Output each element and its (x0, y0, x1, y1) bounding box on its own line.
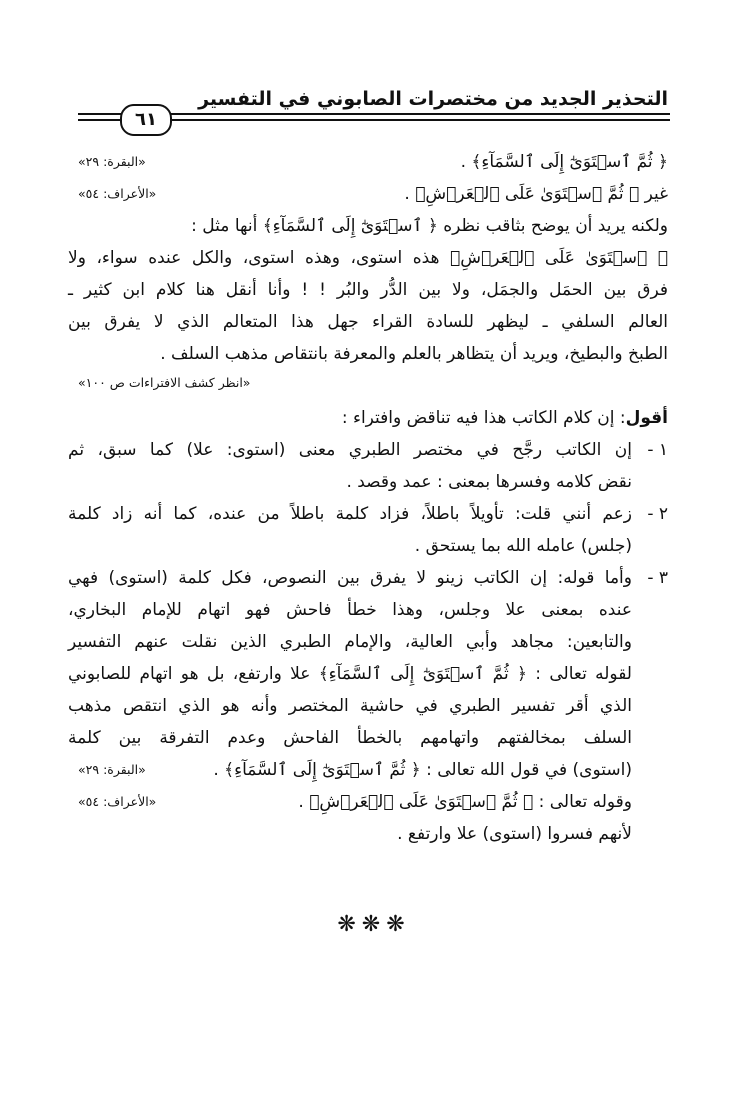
text-line: ﴿ ثُمَّ ٱسۡتَوَىٰٓ إِلَى ٱلسَّمَآءِ﴾ . (460, 152, 668, 172)
text-line: نقض كلامه وفسرها بمعنى : عمد وقصد . (346, 472, 632, 492)
text-line: غير ﴿ ثُمَّ ٱسۡتَوَىٰ عَلَى ٱلۡعَرۡشِ﴾ . (404, 184, 668, 204)
text-line: لأنهم فسروا (استوى) علا وارتفع . (397, 824, 632, 844)
intro-label: أقول (625, 408, 668, 428)
intro-text: : إن كلام الكاتب هذا فيه تناقض وافتراء : (341, 408, 626, 428)
item-number: ١ - (647, 440, 668, 460)
text-line: السلف بمخالفتهم واتهامهم بالخطأ الفاحش وعدم التفرقة بين كلمة (68, 728, 632, 748)
text-line: الطبخ والبطيخ، ويريد أن يتظاهر بالعلم والمعرفة بانتقاص مذهب السلف . (160, 344, 668, 364)
source-citation: «انظر كشف الافتراءات ص ١٠٠» (78, 375, 251, 390)
page-number: ٦١ (120, 104, 172, 136)
item-number: ٢ - (647, 504, 668, 524)
intro-line (68, 402, 668, 434)
text-line: وقوله تعالى : ﴿ ثُمَّ ٱسۡتَوَىٰ عَلَى ٱلۡعَرۡشِ﴾ . (298, 792, 632, 812)
text-line: وأما قوله: إن الكاتب زينو لا يفرق بين النصوص، فكل كلمة (استوى) فهي (68, 568, 632, 588)
running-title: التحذير الجديد من مختصرات الصابوني في التفسير (198, 88, 668, 110)
text-line: عنده بمعنى علا وجلس، وهذا خطأ فاحش فهو اتهام للإمام البخاري، (68, 600, 632, 620)
text-line: (جلس) عامله الله بما يستحق . (414, 536, 632, 556)
verse-reference: «البقرة: ٢٩» (78, 154, 146, 169)
text-line: لقوله تعالى : ﴿ ثُمَّ ٱسۡتَوَىٰٓ إِلَى ٱلسَّمَآءِ﴾ علا وارتفع، بل هو اتهام للصابوني (68, 664, 632, 684)
section-ornament: ❋❋❋ (337, 912, 411, 937)
text-line: ولكنه يريد أن يوضح بثاقب نظره ﴿ ٱسۡتَوَىٰٓ إِلَى ٱلسَّمَآءِ﴾ أنها مثل : (191, 216, 668, 236)
verse-reference: «البقرة: ٢٩» (78, 762, 146, 777)
item-number: ٣ - (647, 568, 668, 588)
text-line: فرق بين الحمَل والجمَل، ولا بين الدُّر والبُر ! ! وأنا أنقل هنا كلام ابن كثير ـ (68, 280, 668, 300)
text-line: زعم أنني قلت: تأويلاً باطلاً، فزاد كلمة باطلاً من عنده، كما أنه زاد كلمة (68, 504, 632, 524)
text-line: والتابعين: مجاهد وأبي العالية، والإمام الطبري الذين نقلت عنهم التفسير (68, 632, 632, 652)
text-line: (استوى) في قول الله تعالى : ﴿ ثُمَّ ٱسۡتَوَىٰٓ إِلَى ٱلسَّمَآءِ﴾ . (213, 760, 632, 780)
text-line: العالم السلفي ـ ليظهر للسادة القراء جهل هذا المتعالم الذي لا يفرق بين (68, 312, 668, 332)
verse-reference: «الأعراف: ٥٤» (78, 186, 157, 201)
verse-reference: «الأعراف: ٥٤» (78, 794, 157, 809)
text-line: إن الكاتب رجَّح في مختصر الطبري معنى (استوى: علا) كما سبق، ثم (68, 440, 632, 460)
text-line: ﴿ ٱسۡتَوَىٰ عَلَى ٱلۡعَرۡشِ﴾ هذه استوى، وهذه استوى، والكل عنده سواء، ولا (68, 248, 668, 268)
text-line: الذي أقر تفسير الطبري في حاشية المختصر وأنه هو الذي انتقص مذهب (68, 696, 632, 716)
